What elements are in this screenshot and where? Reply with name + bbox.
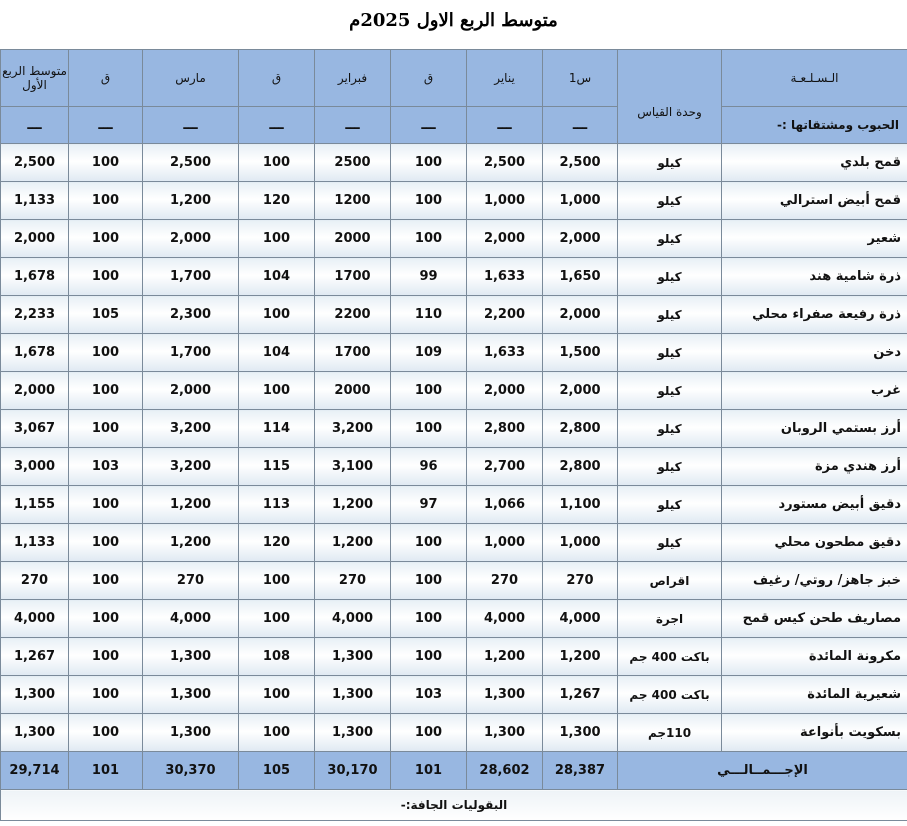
category-label: الحبوب ومشتقاتها :-: [722, 107, 907, 144]
cell-q2: 104: [239, 258, 315, 296]
cell-unit: اجرة: [618, 600, 722, 638]
cell-unit: كيلو: [618, 448, 722, 486]
category-dash: ـــ: [543, 107, 618, 144]
cell-jan: 270: [467, 562, 543, 600]
cell-avg: 1,133: [1, 182, 69, 220]
header-mar: مارس: [143, 50, 239, 107]
cell-q2: 114: [239, 410, 315, 448]
cell-unit: كيلو: [618, 258, 722, 296]
cell-name: غرب: [722, 372, 907, 410]
cell-feb: 1700: [315, 258, 391, 296]
cell-feb: 2200: [315, 296, 391, 334]
cell-name: مصاريف طحن كيس قمح: [722, 600, 907, 638]
cell-avg: 2,500: [1, 144, 69, 182]
cell-q2: 100: [239, 220, 315, 258]
cell-q1: 109: [391, 334, 467, 372]
cell-name: خبز جاهز/ روتي/ رغيف: [722, 562, 907, 600]
cell-mar: 3,200: [143, 448, 239, 486]
cell-s1: 4,000: [543, 600, 618, 638]
cell-s1: 2,800: [543, 448, 618, 486]
cell-unit: كيلو: [618, 296, 722, 334]
header-q3: ق: [69, 50, 143, 107]
cell-q1: 100: [391, 410, 467, 448]
cell-s1: 1,100: [543, 486, 618, 524]
cell-q1: 110: [391, 296, 467, 334]
cell-name: دقيق مطحون محلي: [722, 524, 907, 562]
cell-avg: 270: [1, 562, 69, 600]
cell-name: دخن: [722, 334, 907, 372]
cell-feb: 3,100: [315, 448, 391, 486]
cell-q1: 100: [391, 220, 467, 258]
cell-q3: 100: [69, 220, 143, 258]
cell-mar: 2,500: [143, 144, 239, 182]
table-row: [1, 562, 907, 600]
cell-mar: 1,700: [143, 258, 239, 296]
category-dash: ـــ: [1, 107, 69, 144]
cell-mar: 2,300: [143, 296, 239, 334]
table-row: [1, 448, 907, 486]
cell-s1: 2,000: [543, 372, 618, 410]
cell-name: أرز هندي مزة: [722, 448, 907, 486]
total-q3: 101: [69, 752, 143, 790]
cell-jan: 1,000: [467, 524, 543, 562]
cell-name: قمح أبيض استرالي: [722, 182, 907, 220]
cell-name: ذرة رفيعة صفراء محلي: [722, 296, 907, 334]
total-q1: 101: [391, 752, 467, 790]
cell-jan: 4,000: [467, 600, 543, 638]
cell-s1: 2,500: [543, 144, 618, 182]
cell-feb: 1,200: [315, 486, 391, 524]
table-row: [1, 638, 907, 676]
cell-q1: 103: [391, 676, 467, 714]
cell-jan: 2,000: [467, 220, 543, 258]
cell-jan: 1,000: [467, 182, 543, 220]
cell-q1: 100: [391, 562, 467, 600]
cell-mar: 1,300: [143, 638, 239, 676]
category-dash: ـــ: [69, 107, 143, 144]
total-row: [1, 752, 907, 790]
total-label: الإجـــمــالـــي: [618, 752, 907, 790]
cell-unit: كيلو: [618, 182, 722, 220]
cell-unit: كيلو: [618, 524, 722, 562]
cell-q3: 100: [69, 144, 143, 182]
cell-feb: 1,200: [315, 524, 391, 562]
table-row: [1, 676, 907, 714]
cell-s1: 1,000: [543, 524, 618, 562]
table-row: [1, 714, 907, 752]
category-dash: ـــ: [239, 107, 315, 144]
cell-avg: 1,300: [1, 714, 69, 752]
cell-q2: 100: [239, 296, 315, 334]
cell-s1: 1,650: [543, 258, 618, 296]
cell-q2: 120: [239, 524, 315, 562]
cell-feb: 1,300: [315, 714, 391, 752]
cell-feb: 1200: [315, 182, 391, 220]
cell-q3: 100: [69, 258, 143, 296]
header-row: [1, 50, 907, 107]
cell-avg: 3,067: [1, 410, 69, 448]
cell-mar: 2,000: [143, 372, 239, 410]
cell-avg: 2,233: [1, 296, 69, 334]
cell-unit: 110جم: [618, 714, 722, 752]
category-dash: ـــ: [315, 107, 391, 144]
header-avg: متوسط الربع الأول: [1, 50, 69, 107]
cell-unit: كيلو: [618, 334, 722, 372]
cell-mar: 1,200: [143, 524, 239, 562]
cell-q1: 100: [391, 182, 467, 220]
cell-q1: 100: [391, 714, 467, 752]
cell-jan: 2,500: [467, 144, 543, 182]
cell-feb: 1,300: [315, 638, 391, 676]
cell-s1: 1,200: [543, 638, 618, 676]
cell-mar: 270: [143, 562, 239, 600]
page-title: متوسط الربع الاول 2025م: [349, 10, 558, 31]
cell-avg: 1,133: [1, 524, 69, 562]
cell-jan: 1,066: [467, 486, 543, 524]
cell-unit: كيلو: [618, 410, 722, 448]
cell-q3: 100: [69, 372, 143, 410]
header-feb: فبراير: [315, 50, 391, 107]
cell-q1: 100: [391, 372, 467, 410]
table-row: [1, 410, 907, 448]
cell-q2: 100: [239, 562, 315, 600]
cell-name: دقيق أبيض مستورد: [722, 486, 907, 524]
cell-s1: 1,267: [543, 676, 618, 714]
table-row: [1, 220, 907, 258]
cell-feb: 2000: [315, 220, 391, 258]
cell-unit: باكت 400 جم: [618, 638, 722, 676]
total-q2: 105: [239, 752, 315, 790]
cell-q1: 96: [391, 448, 467, 486]
cell-mar: 1,300: [143, 714, 239, 752]
cell-q2: 100: [239, 600, 315, 638]
table-row: [1, 258, 907, 296]
cell-q3: 100: [69, 486, 143, 524]
cell-mar: 1,200: [143, 486, 239, 524]
cell-q2: 115: [239, 448, 315, 486]
cell-q3: 100: [69, 562, 143, 600]
cell-jan: 1,633: [467, 258, 543, 296]
cell-jan: 2,000: [467, 372, 543, 410]
cell-q3: 100: [69, 524, 143, 562]
cell-q3: 103: [69, 448, 143, 486]
cell-unit: باكت 400 جم: [618, 676, 722, 714]
table-row: [1, 486, 907, 524]
cell-mar: 3,200: [143, 410, 239, 448]
cell-mar: 4,000: [143, 600, 239, 638]
cell-name: شعيرية المائدة: [722, 676, 907, 714]
cell-feb: 2000: [315, 372, 391, 410]
cell-q3: 100: [69, 334, 143, 372]
cell-avg: 4,000: [1, 600, 69, 638]
total-avg: 29,714: [1, 752, 69, 790]
cell-s1: 270: [543, 562, 618, 600]
cell-q1: 99: [391, 258, 467, 296]
cell-avg: 1,267: [1, 638, 69, 676]
cell-unit: كيلو: [618, 486, 722, 524]
cell-mar: 2,000: [143, 220, 239, 258]
cell-jan: 1,300: [467, 676, 543, 714]
category-row: [1, 107, 907, 144]
cell-q3: 100: [69, 600, 143, 638]
cell-jan: 1,300: [467, 714, 543, 752]
table-row: [1, 600, 907, 638]
cell-mar: 1,300: [143, 676, 239, 714]
table-row: [1, 524, 907, 562]
cell-name: قمح بلدي: [722, 144, 907, 182]
category-dash: ـــ: [467, 107, 543, 144]
cell-s1: 1,300: [543, 714, 618, 752]
cell-s1: 1,000: [543, 182, 618, 220]
table-row: [1, 296, 907, 334]
cell-avg: 1,678: [1, 258, 69, 296]
cell-s1: 2,000: [543, 296, 618, 334]
cell-unit: كيلو: [618, 372, 722, 410]
total-mar: 30,370: [143, 752, 239, 790]
cell-mar: 1,200: [143, 182, 239, 220]
cell-name: شعير: [722, 220, 907, 258]
category-dash: ـــ: [391, 107, 467, 144]
price-table: [0, 49, 907, 821]
table-row: [1, 334, 907, 372]
cell-jan: 2,200: [467, 296, 543, 334]
cell-q3: 100: [69, 714, 143, 752]
cell-jan: 1,200: [467, 638, 543, 676]
header-q1: ق: [391, 50, 467, 107]
cell-jan: 2,800: [467, 410, 543, 448]
cell-feb: 2500: [315, 144, 391, 182]
total-feb: 30,170: [315, 752, 391, 790]
cell-q1: 100: [391, 524, 467, 562]
cell-s1: 2,800: [543, 410, 618, 448]
total-s1: 28,387: [543, 752, 618, 790]
cell-avg: 1,300: [1, 676, 69, 714]
header-commodity: الـسـلـعـة: [722, 50, 907, 107]
cell-q2: 108: [239, 638, 315, 676]
cell-unit: كيلو: [618, 220, 722, 258]
cell-q1: 100: [391, 638, 467, 676]
cell-avg: 2,000: [1, 372, 69, 410]
cell-jan: 1,633: [467, 334, 543, 372]
cell-mar: 1,700: [143, 334, 239, 372]
cell-unit: كيلو: [618, 144, 722, 182]
cell-feb: 1,300: [315, 676, 391, 714]
cell-q2: 100: [239, 676, 315, 714]
cell-feb: 4,000: [315, 600, 391, 638]
next-category-row: [1, 790, 907, 821]
cell-q2: 120: [239, 182, 315, 220]
cell-q3: 100: [69, 638, 143, 676]
cell-q2: 100: [239, 714, 315, 752]
category-dash: ـــ: [143, 107, 239, 144]
cell-name: بسكويت بأنواعة: [722, 714, 907, 752]
table-row: [1, 372, 907, 410]
table-row: [1, 144, 907, 182]
table-row: [1, 182, 907, 220]
cell-q2: 100: [239, 144, 315, 182]
cell-name: مكرونة المائدة: [722, 638, 907, 676]
cell-q2: 104: [239, 334, 315, 372]
cell-jan: 2,700: [467, 448, 543, 486]
header-q2: ق: [239, 50, 315, 107]
cell-q3: 105: [69, 296, 143, 334]
total-jan: 28,602: [467, 752, 543, 790]
header-unit: وحدة القياس: [618, 50, 722, 144]
cell-name: أرز بستمي الروبان: [722, 410, 907, 448]
cell-name: ذرة شامية هند: [722, 258, 907, 296]
cell-avg: 1,678: [1, 334, 69, 372]
cell-s1: 2,000: [543, 220, 618, 258]
header-s1: س1: [543, 50, 618, 107]
cell-q1: 100: [391, 600, 467, 638]
cell-feb: 3,200: [315, 410, 391, 448]
cell-q2: 100: [239, 372, 315, 410]
header-jan: يناير: [467, 50, 543, 107]
cell-s1: 1,500: [543, 334, 618, 372]
cell-feb: 1700: [315, 334, 391, 372]
next-category-label: البقوليات الجافة:-: [1, 790, 907, 821]
cell-q3: 100: [69, 410, 143, 448]
cell-q3: 100: [69, 676, 143, 714]
cell-feb: 270: [315, 562, 391, 600]
cell-q1: 100: [391, 144, 467, 182]
cell-q2: 113: [239, 486, 315, 524]
cell-avg: 2,000: [1, 220, 69, 258]
cell-q3: 100: [69, 182, 143, 220]
cell-avg: 1,155: [1, 486, 69, 524]
cell-unit: اقراص: [618, 562, 722, 600]
cell-q1: 97: [391, 486, 467, 524]
cell-avg: 3,000: [1, 448, 69, 486]
